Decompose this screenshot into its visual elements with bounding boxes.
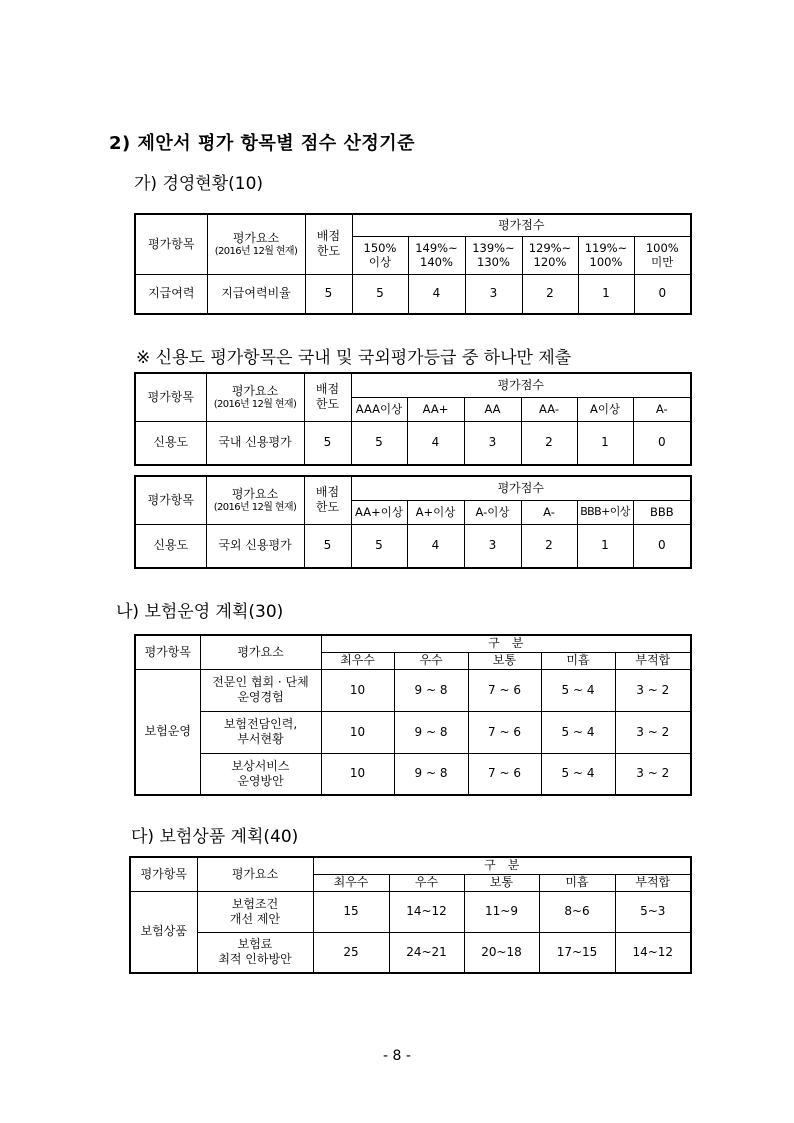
row-element-line2: 개선 제안 <box>229 911 281 926</box>
score-cell: 1 <box>577 524 633 568</box>
row-item: 지급여력 <box>135 274 207 314</box>
grade-line2: 120% <box>533 255 567 269</box>
grade-line1: 119%~ <box>584 240 628 255</box>
score-cell: 7 ~ 6 <box>468 711 541 753</box>
header-eval-score: 평가점수 <box>351 373 691 397</box>
score-cell: 5 <box>351 524 407 568</box>
score-cell: 7 ~ 6 <box>468 669 541 711</box>
header-eval-element-label: 평가요소 <box>231 486 279 501</box>
level-cell: 부적합 <box>615 652 691 669</box>
grade-cell: A- <box>633 397 691 421</box>
grade-line2: 100% <box>589 255 623 269</box>
row-element-line2: 최적 인하방안 <box>218 952 292 967</box>
score-cell: 2 <box>521 524 577 568</box>
row-element: 지급여력비율 <box>207 274 305 314</box>
row-element <box>200 753 321 795</box>
header-eval-item: 평가항목 <box>130 857 197 891</box>
level-cell: 최우수 <box>313 874 389 891</box>
row-element-line2: 운영방안 <box>237 773 284 788</box>
row-allocation: 5 <box>304 421 351 465</box>
row-element-line1: 보험조건 <box>231 896 279 911</box>
grade-cell <box>465 236 522 274</box>
level-cell: 보통 <box>464 874 539 891</box>
header-allocation-line2: 한도 <box>316 244 341 259</box>
header-allocation-line2: 한도 <box>315 397 340 412</box>
header-eval-item: 평가항목 <box>135 214 207 274</box>
header-eval-element <box>207 214 305 274</box>
grade-cell: AA <box>464 397 521 421</box>
grade-line1: 150% <box>363 240 397 255</box>
header-eval-item: 평가항목 <box>135 476 206 524</box>
foreign-credit-table <box>134 475 692 569</box>
score-cell: 20~18 <box>464 932 539 973</box>
grade-cell <box>352 236 408 274</box>
header-eval-item: 평가항목 <box>135 373 206 421</box>
score-cell: 1 <box>578 274 634 314</box>
score-cell: 24~21 <box>389 932 464 973</box>
row-element-line1: 보험료 <box>237 937 273 952</box>
grade-cell: AA+ <box>407 397 464 421</box>
row-element: 국외 신용평가 <box>206 524 304 568</box>
grade-line2: 140% <box>420 255 453 269</box>
header-eval-element-date: (2016년 12월 현재) <box>213 398 297 410</box>
header-eval-element <box>206 476 304 524</box>
header-eval-score: 평가점수 <box>351 476 691 500</box>
score-cell: 2 <box>522 274 578 314</box>
level-cell: 우수 <box>389 874 464 891</box>
row-element-line1: 보상서비스 <box>231 758 290 773</box>
grade-line1: 100% <box>645 240 679 255</box>
header-eval-element: 평가요소 <box>197 857 313 891</box>
row-item: 보험상품 <box>130 891 197 973</box>
score-cell: 0 <box>634 274 691 314</box>
score-cell: 3 <box>464 524 521 568</box>
operation-plan-table <box>134 634 692 796</box>
header-allocation <box>304 373 351 421</box>
grade-cell: A- <box>521 500 577 524</box>
score-cell: 9 ~ 8 <box>394 669 468 711</box>
row-element-line2: 부서현황 <box>237 732 284 746</box>
grade-cell: A이상 <box>577 397 633 421</box>
management-score-table <box>134 213 692 315</box>
header-allocation-line1: 배점 <box>316 229 341 244</box>
grade-cell <box>522 236 578 274</box>
score-cell: 5~3 <box>615 891 691 932</box>
grade-cell <box>408 236 465 274</box>
score-cell: 0 <box>633 524 691 568</box>
grade-line1: 149%~ <box>415 240 458 255</box>
row-element: 국내 신용평가 <box>206 421 304 465</box>
domestic-credit-table <box>134 372 692 466</box>
score-cell: 1 <box>577 421 633 465</box>
header-eval-element <box>206 373 304 421</box>
product-plan-table <box>129 856 692 974</box>
grade-cell: BBB <box>633 500 691 524</box>
score-cell: 3 ~ 2 <box>615 753 691 795</box>
header-group: 구 분 <box>321 635 691 652</box>
score-cell: 4 <box>407 524 464 568</box>
level-cell: 최우수 <box>321 652 394 669</box>
grade-line1: 129%~ <box>528 240 572 255</box>
grade-cell: AAA이상 <box>351 397 407 421</box>
grade-cell: A+이상 <box>407 500 464 524</box>
score-cell: 9 ~ 8 <box>394 753 468 795</box>
header-eval-element-date: (2016년 12월 현재) <box>213 501 297 513</box>
credit-note: ※ 신용도 평가항목은 국내 및 국외평가등급 중 하나만 제출 <box>136 348 572 368</box>
score-cell: 3 <box>464 421 521 465</box>
score-cell: 14~12 <box>615 932 691 973</box>
score-cell: 0 <box>633 421 691 465</box>
row-element-line2: 운영경험 <box>237 690 284 704</box>
header-eval-element-label: 평가요소 <box>231 383 279 398</box>
score-cell: 9 ~ 8 <box>394 711 468 753</box>
header-allocation <box>305 214 352 274</box>
grade-line1: 139%~ <box>472 240 515 255</box>
header-allocation-line2: 한도 <box>315 500 340 515</box>
header-eval-element-label: 평가요소 <box>232 230 280 245</box>
grade-cell: AA- <box>521 397 577 421</box>
grade-cell <box>634 236 691 274</box>
row-item: 신용도 <box>135 421 206 465</box>
level-cell: 미흡 <box>539 874 615 891</box>
row-item: 신용도 <box>135 524 206 568</box>
score-cell: 10 <box>321 711 394 753</box>
row-element <box>197 891 313 932</box>
row-element <box>197 932 313 973</box>
subsection-title-operation: 나) 보험운영 계획(30) <box>116 602 284 622</box>
row-item: 보험운영 <box>135 669 200 795</box>
row-allocation: 5 <box>304 524 351 568</box>
page-number: - 8 - <box>383 1048 411 1064</box>
score-cell: 4 <box>407 421 464 465</box>
score-cell: 5 ~ 4 <box>541 753 615 795</box>
grade-line2: 이상 <box>368 255 392 269</box>
grade-cell <box>578 236 634 274</box>
header-eval-item: 평가항목 <box>135 635 200 669</box>
score-cell: 5 <box>351 421 407 465</box>
row-element-line1: 보험전담인력, <box>223 717 298 731</box>
score-cell: 3 ~ 2 <box>615 711 691 753</box>
score-cell: 17~15 <box>539 932 615 973</box>
subsection-title-management: 가) 경영현황(10) <box>134 174 264 194</box>
score-cell: 14~12 <box>389 891 464 932</box>
level-cell: 우수 <box>394 652 468 669</box>
grade-cell: A-이상 <box>464 500 521 524</box>
header-allocation <box>304 476 351 524</box>
score-cell: 5 ~ 4 <box>541 711 615 753</box>
subsection-title-product: 다) 보험상품 계획(40) <box>131 827 299 847</box>
row-element-line1: 전문인 협회 · 단체 <box>212 675 309 689</box>
grade-cell: BBB+이상 <box>577 500 633 524</box>
level-cell: 보통 <box>468 652 541 669</box>
header-eval-score: 평가점수 <box>352 214 691 236</box>
header-group: 구 분 <box>313 857 691 874</box>
level-cell: 미흡 <box>541 652 615 669</box>
score-cell: 2 <box>521 421 577 465</box>
score-cell: 25 <box>313 932 389 973</box>
grade-line2: 130% <box>477 255 510 269</box>
section-title: 2) 제안서 평가 항목별 점수 산정기준 <box>109 133 416 154</box>
row-element <box>200 669 321 711</box>
grade-cell: AA+이상 <box>351 500 407 524</box>
score-cell: 5 <box>352 274 408 314</box>
header-allocation-line1: 배점 <box>315 485 340 500</box>
score-cell: 10 <box>321 669 394 711</box>
score-cell: 7 ~ 6 <box>468 753 541 795</box>
header-eval-element-date: (2016년 12월 현재) <box>214 245 298 257</box>
score-cell: 3 <box>465 274 522 314</box>
score-cell: 5 ~ 4 <box>541 669 615 711</box>
row-allocation: 5 <box>305 274 352 314</box>
header-eval-element: 평가요소 <box>200 635 321 669</box>
score-cell: 15 <box>313 891 389 932</box>
score-cell: 10 <box>321 753 394 795</box>
score-cell: 11~9 <box>464 891 539 932</box>
score-cell: 3 ~ 2 <box>615 669 691 711</box>
row-element <box>200 711 321 753</box>
score-cell: 4 <box>408 274 465 314</box>
score-cell: 8~6 <box>539 891 615 932</box>
grade-line2: 미만 <box>651 255 674 269</box>
level-cell: 부적합 <box>615 874 691 891</box>
header-allocation-line1: 배점 <box>315 382 340 397</box>
